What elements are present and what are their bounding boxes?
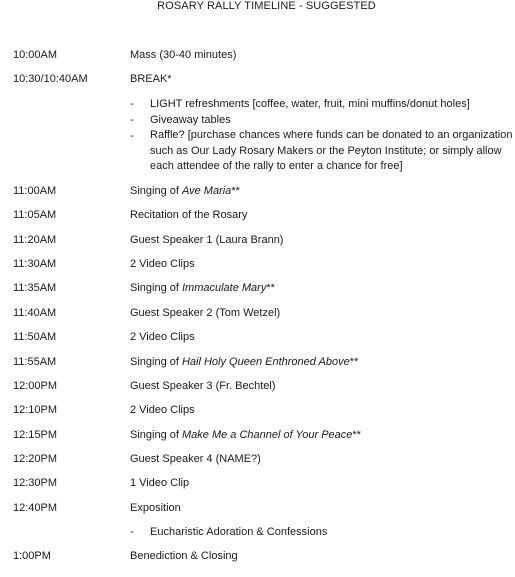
bullet-text: LIGHT refreshments [coffee, water, fruit, mini muffins/donut holes]	[150, 98, 470, 110]
timeline-row	[0, 71, 515, 87]
row-description: Guest Speaker 2 (Tom Wetzel)	[130, 307, 281, 319]
bullet-text: Eucharistic Adoration & Confessions	[150, 526, 328, 538]
row-description: Singing of Make Me a Channel of Your Peace**	[130, 429, 361, 441]
row-time: 12:30PM	[13, 477, 58, 489]
timeline-row	[0, 256, 515, 272]
row-description: BREAK*	[130, 73, 172, 85]
row-description: Singing of Immaculate Mary**	[130, 282, 275, 294]
timeline-row	[0, 354, 515, 370]
document-title: ROSARY RALLY TIMELINE - SUGGESTED	[157, 0, 376, 12]
timeline-row	[0, 329, 515, 345]
bullet-text: Giveaway tables	[150, 114, 231, 126]
row-time: 11:40AM	[13, 307, 57, 319]
timeline-row	[0, 378, 515, 394]
row-time: 12:15PM	[13, 429, 58, 441]
row-time: 11:30AM	[13, 258, 57, 270]
row-description: 1 Video Clip	[130, 477, 190, 489]
timeline-row	[0, 305, 515, 321]
row-time: 10:30/10:40AM	[13, 73, 88, 85]
row-time: 11:00AM	[13, 185, 57, 197]
row-time: 10:00AM	[13, 49, 58, 61]
row-description: Recitation of the Rosary	[130, 209, 248, 221]
timeline-row	[0, 402, 515, 418]
row-description: Guest Speaker 1 (Laura Brann)	[130, 234, 284, 246]
row-description: Mass (30-40 minutes)	[130, 49, 237, 61]
row-description: Singing of Ave Maria**	[130, 185, 240, 197]
timeline-row	[0, 207, 515, 223]
row-description: Benediction & Closing	[130, 550, 238, 562]
row-description: Guest Speaker 4 (NAME?)	[130, 453, 261, 465]
timeline-row	[0, 232, 515, 248]
row-description: Exposition	[130, 502, 181, 514]
row-description: 2 Video Clips	[130, 404, 195, 416]
row-description: Guest Speaker 3 (Fr. Bechtel)	[130, 380, 276, 392]
row-description: 2 Video Clips	[130, 331, 195, 343]
row-time: 12:20PM	[13, 453, 58, 465]
row-description: 2 Video Clips	[130, 258, 195, 270]
row-time: 11:20AM	[13, 234, 57, 246]
row-time: 1:00PM	[13, 550, 51, 562]
bullet-marker: -	[130, 130, 134, 142]
row-description: Singing of Hail Holy Queen Enthroned Above**	[130, 356, 359, 368]
row-time: 11:35AM	[13, 282, 57, 294]
timeline-row	[0, 451, 515, 467]
timeline-row	[0, 500, 515, 516]
timeline-row	[0, 280, 515, 296]
row-time: 11:05AM	[13, 209, 57, 221]
timeline-row	[0, 427, 515, 443]
timeline-row	[0, 548, 515, 564]
timeline-row	[0, 47, 515, 63]
timeline-row	[0, 183, 515, 199]
bullet-marker: -	[130, 526, 134, 538]
row-time: 12:40PM	[13, 502, 58, 514]
timeline-row	[0, 475, 515, 491]
bullet-marker: -	[130, 98, 134, 110]
row-time: 11:55AM	[13, 356, 57, 368]
bullet-text: Raffle? [purchase chances where funds can be donated to an organization such as Our Lady Rosary Makers or the Peyton Institute; or simply allow each attendee of the rally to enter a chance for free]	[150, 129, 513, 173]
row-time: 12:00PM	[13, 380, 58, 392]
row-time: 12:10PM	[13, 404, 58, 416]
row-time: 11:50AM	[13, 331, 57, 343]
bullet-marker: -	[130, 114, 134, 126]
